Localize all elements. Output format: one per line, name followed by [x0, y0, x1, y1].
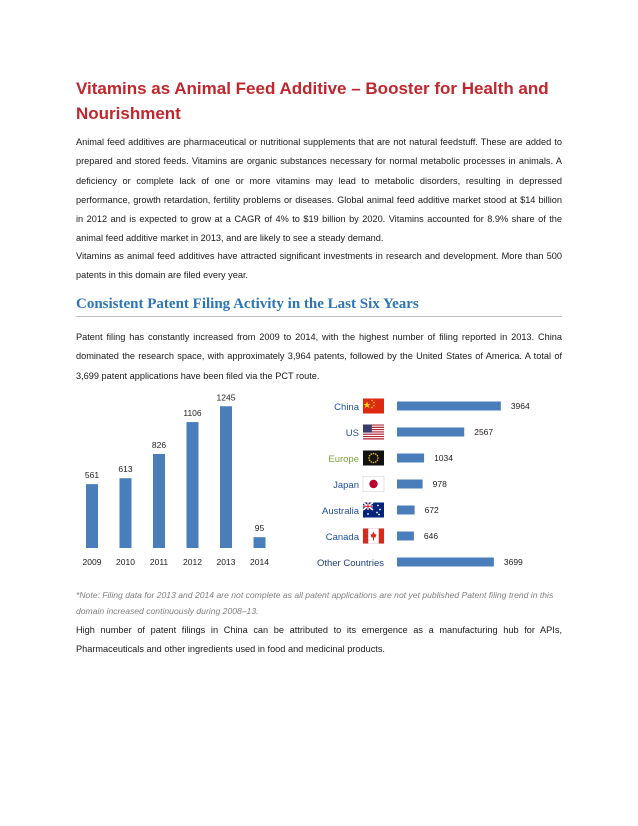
australia-flag-icon [363, 503, 384, 518]
year-tick-label: 2009 [82, 557, 102, 567]
investment-paragraph: Vitamins as animal feed additives have attracted significant investments in research and development. More than 500 patents in this domain are filed every year. [76, 251, 562, 281]
country-label: China [334, 402, 359, 413]
country-bar-value-label: 646 [423, 531, 439, 541]
china-paragraph: High number of patent filings in China can be attributed to its emergence as a manufacturing hub for APIs, Pharmaceuticals and other ingredients used in food and medicinal products. [76, 625, 562, 655]
year-bar-value-label: 1106 [183, 408, 202, 419]
year-tick-label: 2014 [250, 557, 269, 567]
year-bar [120, 478, 132, 548]
country-bar-value-label: 978 [432, 479, 447, 489]
country-bar [397, 532, 414, 541]
country-bar [397, 402, 501, 411]
country-label: Canada [325, 532, 359, 543]
year-tick-label: 2010 [116, 557, 135, 567]
japan-flag-icon [363, 477, 384, 492]
eu-flag-icon [363, 451, 384, 466]
country-bar [397, 558, 494, 567]
section-heading: Consistent Patent Filing Activity in the Last Six Years [76, 296, 562, 317]
patents-by-country-chart [300, 398, 530, 578]
footnote: *Note: Filing data for 2013 and 2014 are not complete as all patent applications are not yet published Patent filing trend in this domain increased continuously during 2008–13. [76, 590, 554, 616]
year-bar [86, 484, 98, 548]
country-label: US [345, 428, 359, 439]
country-bar [397, 506, 415, 515]
patent-paragraph: Patent filing has constantly increased from 2009 to 2014, with the highest number of filing reported in 2013. China dominated the research space, with approximately 3,964 patents, followed by the United States of America. A total of 3,699 patent applications have been filed via the PCT route. [76, 332, 562, 381]
year-bar [254, 537, 266, 548]
country-label: Europe [328, 454, 359, 465]
year-tick-label: 2013 [216, 557, 236, 567]
year-bar-value-label: 826 [151, 439, 167, 450]
year-bar [220, 406, 232, 548]
year-bar-value-label: 1245 [216, 392, 236, 403]
country-bar-value-label: 3964 [510, 401, 530, 411]
country-bar-value-label: 1034 [434, 453, 454, 463]
country-bar-value-label: 2567 [474, 427, 494, 437]
country-bar [397, 454, 424, 463]
document-title: Vitamins as Animal Feed Additive – Booster for Health and Nourishment [76, 79, 549, 123]
patents-by-year-chart [72, 392, 282, 572]
us-flag-icon [363, 425, 384, 440]
year-bar [187, 422, 199, 548]
country-label: Other Countries [316, 558, 384, 569]
year-bar [153, 454, 165, 548]
country-label: Japan [333, 480, 359, 491]
intro-paragraph: Animal feed additives are pharmaceutical or nutritional supplements that are not natural feedstuff. These are added to prepared and stored feeds. Vitamins are organic substances necessary for normal metabolic processes in animals. A deficiency or complete lack of one or more vitamins may lead to metabolic disorders, resulting in depressed performance, growth retardation, fertility problems or diseases. Global animal feed additive market stood at $14 billion in 2012 and is expected to grow at a CAGR of 4% to $19 billion by 2020. Vitamins accounted for 8.9% share of the animal feed additive market in 2013, and are likely to see a steady demand. [76, 137, 562, 244]
country-bar [397, 428, 464, 437]
year-bar-value-label: 613 [118, 464, 133, 475]
country-bar [397, 480, 423, 489]
year-tick-label: 2011 [149, 557, 169, 567]
canada-flag-icon [363, 529, 384, 544]
year-tick-label: 2012 [183, 557, 202, 567]
china-flag-icon [363, 399, 384, 414]
year-bar-value-label: 561 [84, 470, 100, 481]
country-bar-value-label: 3699 [503, 557, 523, 567]
country-bar-value-label: 672 [424, 505, 439, 515]
year-bar-value-label: 95 [254, 523, 265, 534]
country-label: Australia [322, 506, 359, 517]
